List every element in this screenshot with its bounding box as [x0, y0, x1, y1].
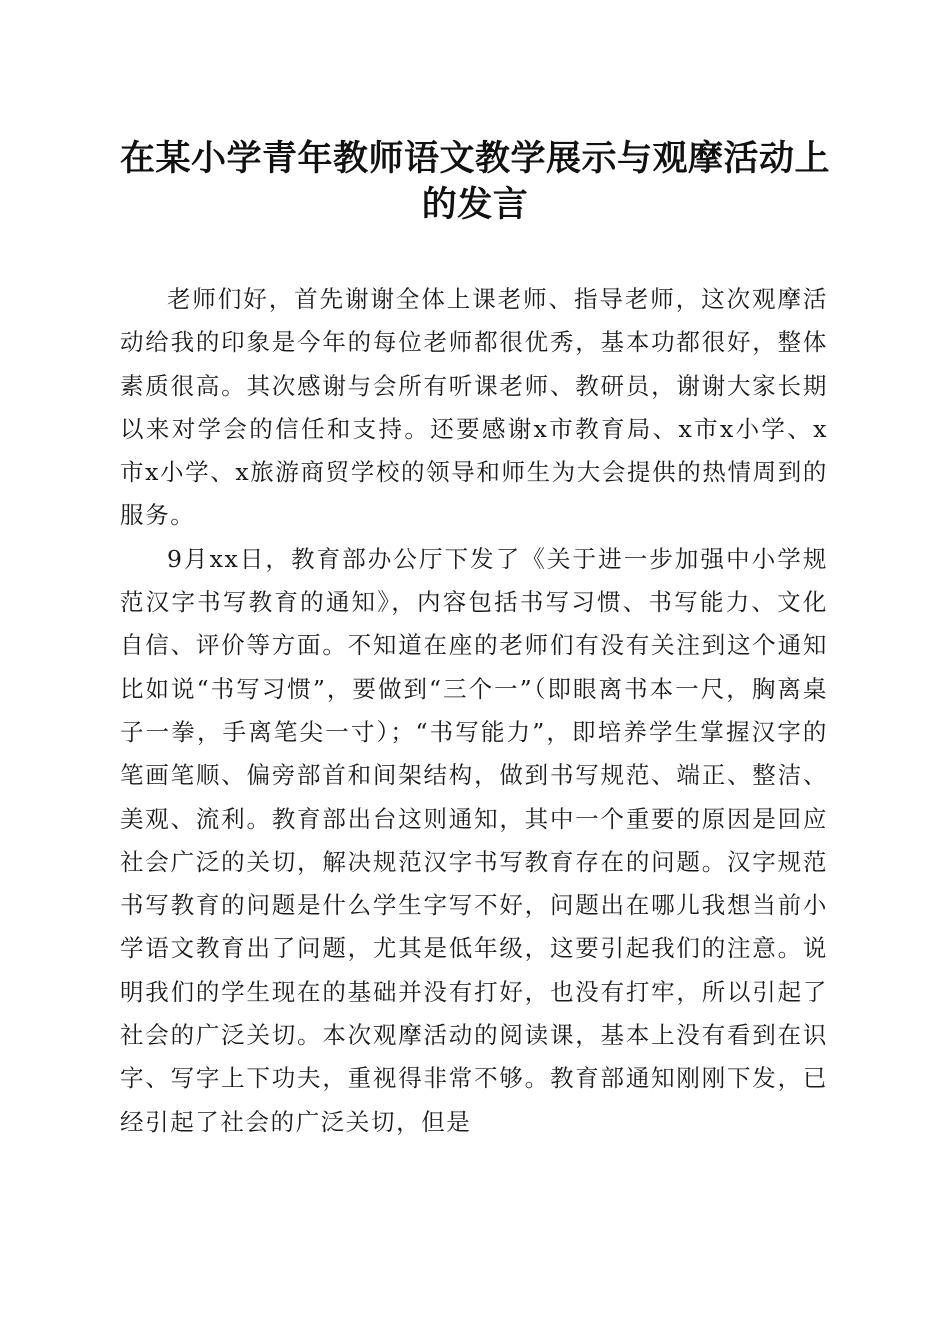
- paragraph-2: 9月xx日，教育部办公厅下发了《关于进一步加强中小学规范汉字书写教育的通知》，内容包括书写习惯、书写能力、文化自信、评价等方面。不知道在座的老师们有没有关注到这个通知比如说“书写习惯”，要做到“三个一”（即眼离书本一尺，胸离桌子一拳，手离笔尖一寸）；“书写能力”，即培养学生掌握汉字的笔画笔顺、偏旁部首和间架结构，做到书写规范、端正、整洁、美观、流利。教育部出台这则通知，其中一个重要的原因是回应社会广泛的关切，解决规范汉字书写教育存在的问题。汉字规范书写教育的问题是什么学生字写不好，问题出在哪儿我想当前小学语文教育出了问题，尤其是低年级，这要引起我们的注意。说明我们的学生现在的基础并没有打好，也没有打牢，所以引起了社会的广泛关切。本次观摩活动的阅读课，基本上没有看到在识字、写字上下功夫，重视得非常不够。教育部通知刚刚下发，已经引起了社会的广泛关切，但是: [120, 544, 828, 1136]
- document-title: 在某小学青年教师语文教学展示与观摩活动上的发言: [119, 138, 830, 225]
- paragraph-1: 老师们好，首先谢谢全体上课老师、指导老师，这次观摩活动给我的印象是今年的每位老师都很优秀，基本功都很好，整体素质很高。其次感谢与会所有听课老师、教研员，谢谢大家长期以来对学会的信任和支持。还要感谢x市教育局、x市x小学、x市x小学、x旅游商贸学校的领导和师生为大会提供的热情周到的服务。: [120, 285, 828, 530]
- document-body: [120, 278, 828, 1144]
